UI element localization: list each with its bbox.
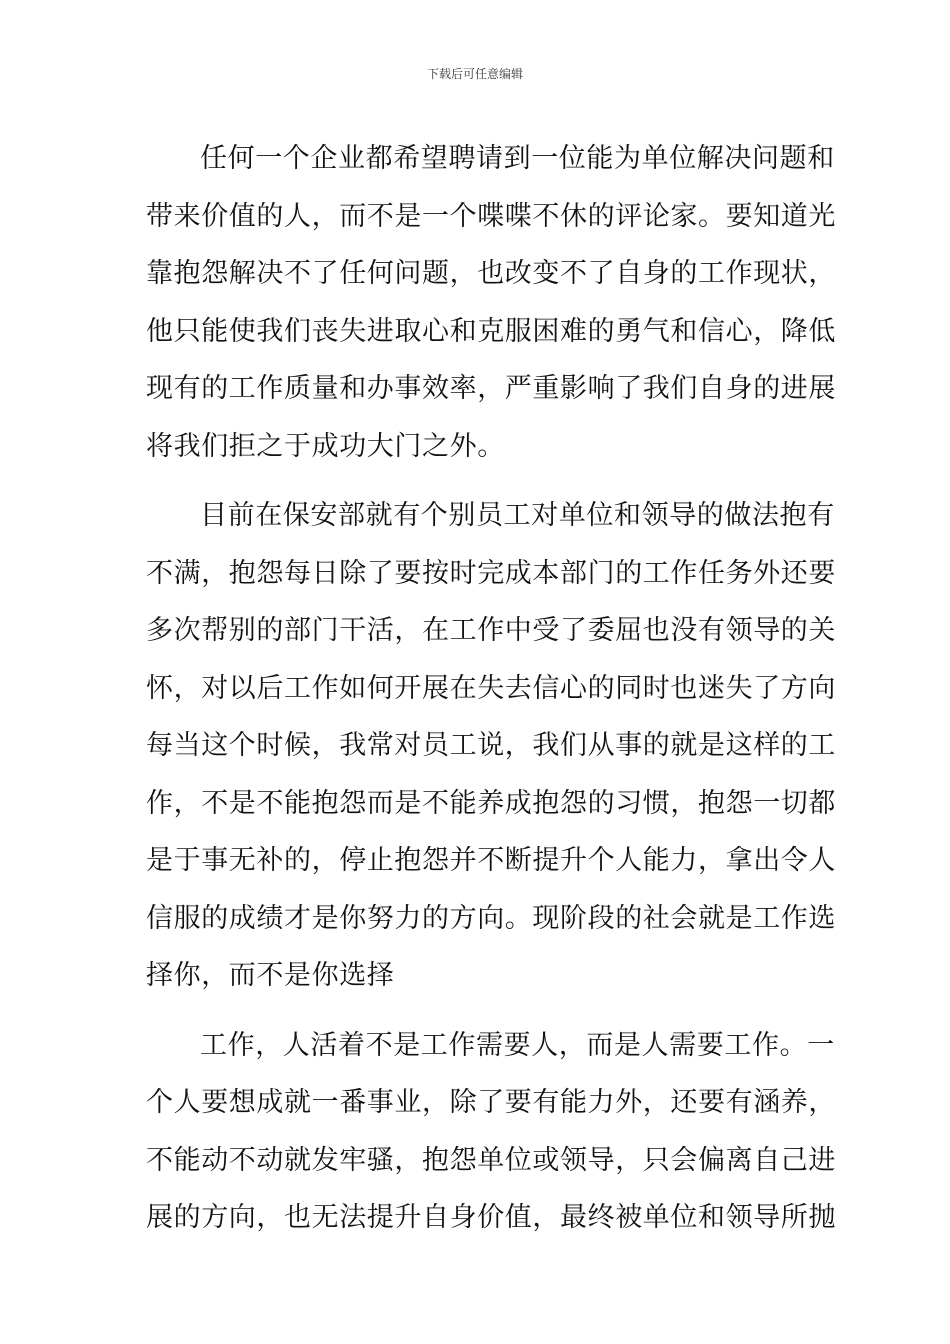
paragraph-line: 是于事无补的，停止抱怨并不断提升个人能力，拿出令人 bbox=[146, 845, 836, 876]
paragraph-line: 带来价值的人，而不是一个喋喋不休的评论家。要知道光 bbox=[146, 200, 836, 232]
paragraph-line: 现有的工作质量和办事效率，严重影响了我们自身的进展 bbox=[146, 373, 836, 404]
paragraph-2 bbox=[146, 487, 836, 1005]
paragraph-line: 每当这个时候，我常对员工说，我们从事的就是这样的工 bbox=[146, 730, 836, 761]
paragraph-3 bbox=[146, 1017, 836, 1247]
paragraph-line: 作，不是不能抱怨而是不能养成抱怨的习惯，抱怨一切都 bbox=[146, 787, 836, 819]
paragraph-1 bbox=[146, 130, 836, 475]
paragraph-line: 靠抱怨解决不了任何问题，也改变不了自身的工作现状， bbox=[146, 258, 836, 289]
paragraph-line: 择你，而不是你选择 bbox=[146, 960, 395, 991]
paragraph-line: 工作，人活着不是工作需要人，而是人需要工作。一 bbox=[200, 1029, 835, 1061]
paragraph-line: 个人要想成就一番事业，除了要有能力外，还要有涵养， bbox=[146, 1087, 836, 1118]
paragraph-line: 不能动不动就发牢骚，抱怨单位或领导，只会偏离自己进 bbox=[146, 1144, 836, 1176]
document-body bbox=[146, 130, 836, 1247]
paragraph-line: 展的方向，也无法提升自身价值，最终被单位和领导所抛 bbox=[146, 1202, 836, 1233]
page-header: 下载后可任意编辑 bbox=[426, 67, 523, 81]
paragraph-line: 目前在保安部就有个别员工对单位和领导的做法抱有 bbox=[200, 500, 835, 531]
paragraph-line: 任何一个企业都希望聘请到一位能为单位解决问题和 bbox=[200, 143, 835, 174]
paragraph-line: 多次帮别的部门干活，在工作中受了委屈也没有领导的关 bbox=[146, 615, 836, 646]
paragraph-line: 将我们拒之于成功大门之外。 bbox=[146, 430, 505, 462]
paragraph-line: 不满，抱怨每日除了要按时完成本部门的工作任务外还要 bbox=[146, 557, 836, 589]
paragraph-line: 他只能使我们丧失进取心和克服困难的勇气和信心，降低 bbox=[146, 315, 836, 347]
paragraph-line: 怀，对以后工作如何开展在失去信心的同时也迷失了方向 bbox=[146, 672, 836, 704]
paragraph-line: 信服的成绩才是你努力的方向。现阶段的社会就是工作选 bbox=[146, 902, 836, 934]
